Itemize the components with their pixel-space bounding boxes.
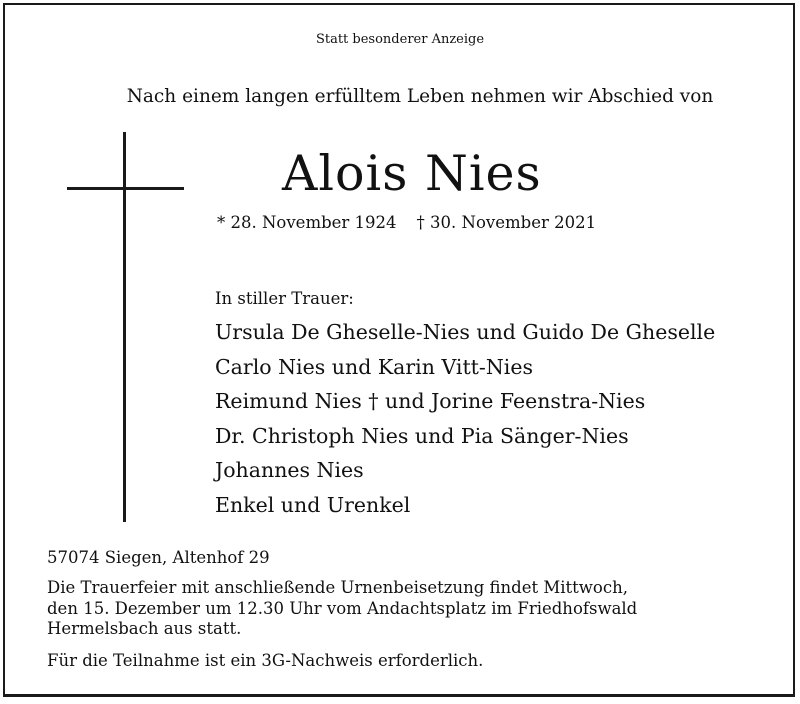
funeral-line: Hermelsbach aus statt. (47, 619, 242, 638)
mourner-item: Enkel und Urenkel (215, 492, 411, 517)
life-dates (217, 213, 596, 232)
mourner-item: Carlo Nies und Karin Vitt-Nies (215, 354, 533, 379)
birth-date: * 28. November 1924 (217, 213, 397, 232)
header-note: Statt besonderer Anzeige (315, 32, 485, 47)
mourner-item: Reimund Nies † und Jorine Feenstra-Nies (215, 389, 646, 413)
funeral-line: Die Trauerfeier mit anschließende Urnenbeisetzung findet Mittwoch, (47, 578, 628, 597)
address: 57074 Siegen, Altenhof 29 (47, 548, 270, 567)
covid-note: Für die Teilnahme ist ein 3G-Nachweis erforderlich. (47, 651, 484, 670)
funeral-details (47, 578, 637, 640)
deceased-name: Alois Nies (282, 145, 542, 202)
death-date: † 30. November 2021 (416, 213, 597, 232)
mourner-item: Johannes Nies (215, 458, 364, 482)
mourner-item: Dr. Christoph Nies und Pia Sänger-Nies (215, 423, 629, 448)
funeral-line: den 15. Dezember um 12.30 Uhr vom Andachtsplatz im Friedhofswald (47, 598, 638, 618)
mourners-list (215, 318, 715, 525)
cross-vertical-bar (123, 132, 126, 522)
intro-text: Nach einem langen erfülltem Leben nehmen wir Abschied von (126, 86, 714, 107)
cross-horizontal-bar (67, 187, 184, 190)
mourner-item: Ursula De Gheselle-Nies und Guido De Gheselle (215, 320, 716, 344)
mourning-heading: In stiller Trauer: (215, 289, 354, 308)
